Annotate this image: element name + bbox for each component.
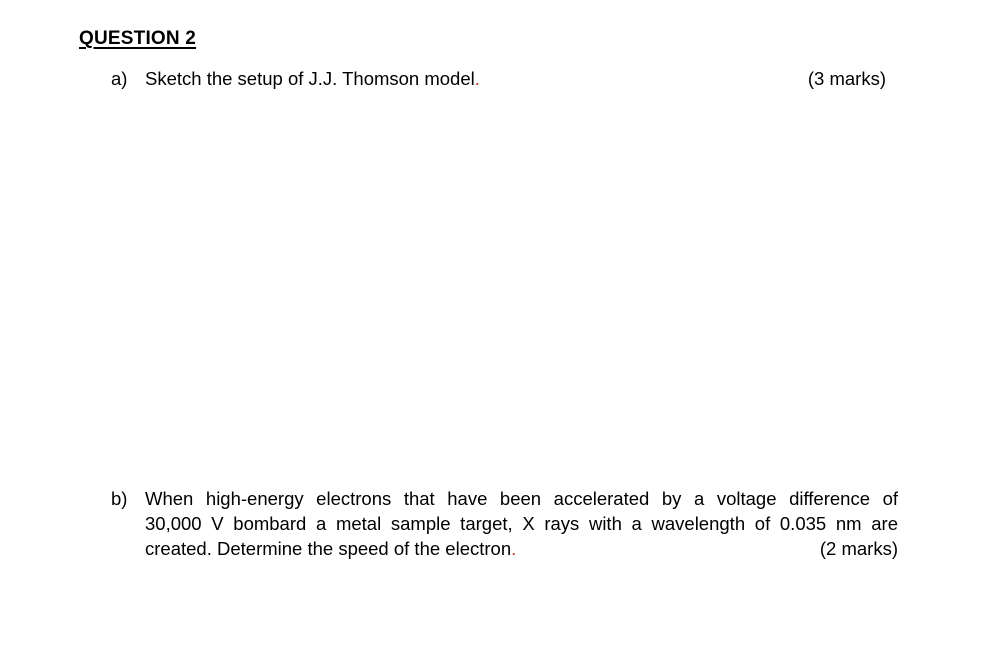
part-a-period: .: [474, 68, 480, 89]
question-part-a: [111, 66, 886, 91]
question-heading: QUESTION 2: [79, 28, 197, 49]
part-b-marks: (2 marks): [819, 538, 898, 559]
part-a-prompt: Sketch the setup of J.J. Thomson model: [145, 68, 475, 89]
part-a-marks: (3 marks): [807, 68, 886, 89]
part-b-label: b): [111, 488, 128, 509]
part-b-period: .: [511, 538, 517, 559]
part-a-text: [145, 66, 480, 91]
part-b-line-1: When high-energy electrons that have been accelerated by a voltage difference of: [145, 488, 898, 509]
part-a-label: a): [111, 68, 128, 89]
part-b-body: [145, 486, 898, 561]
answer-space: [111, 100, 886, 470]
part-b-line-2: 30,000 V bombard a metal sample target, X rays with a wavelength of 0.035 nm are: [145, 513, 898, 534]
part-b-last-text: created. Determine the speed of the electron: [145, 538, 512, 559]
part-b-last-text-wrap: [145, 536, 516, 561]
part-b-line-3: [145, 536, 898, 561]
